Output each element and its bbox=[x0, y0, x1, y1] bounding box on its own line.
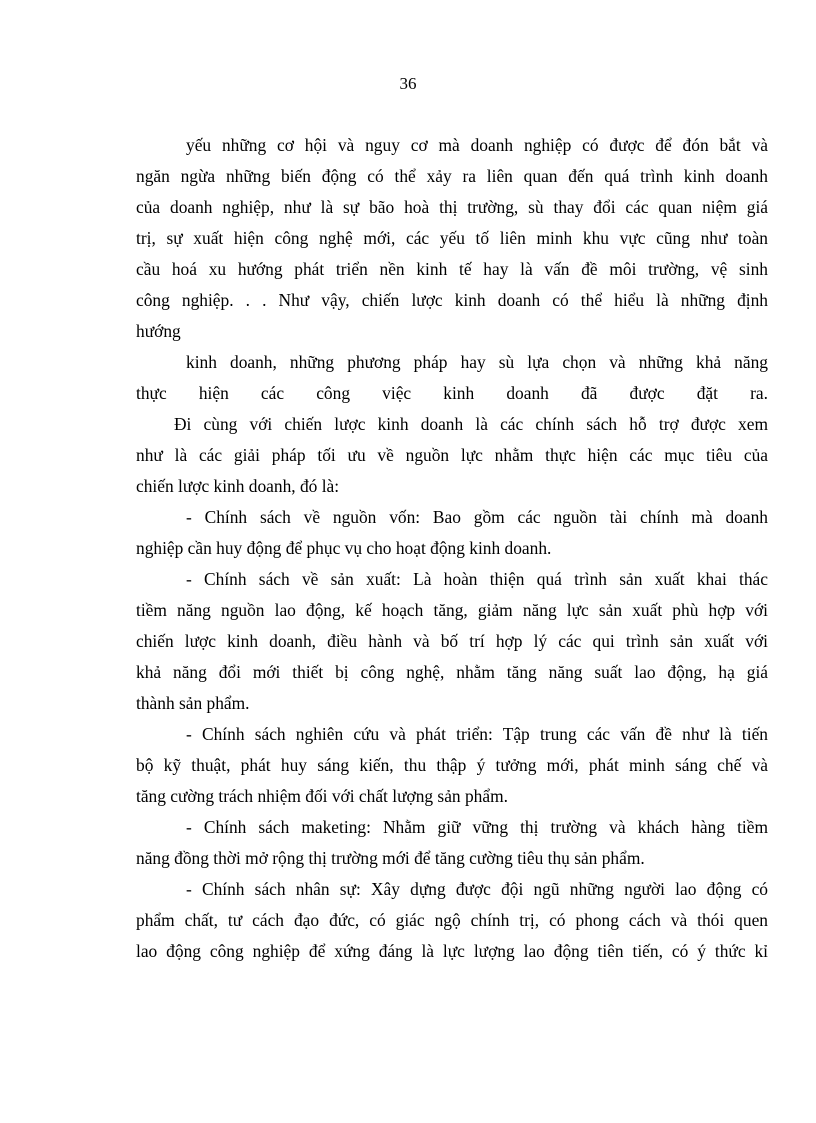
text-line: yếu những cơ hội và nguy cơ mà doanh nghiệp có được để đón bắt và bbox=[186, 135, 768, 155]
text-line: như là các giải pháp tối ưu về nguồn lực nhằm thực hiện các mục tiêu của bbox=[136, 445, 768, 465]
text-line: - Chính sách maketing: Nhằm giữ vững thị trường và khách hàng tiềm bbox=[186, 817, 768, 837]
text-line: nghiệp cần huy động để phục vụ cho hoạt động kinh doanh. bbox=[136, 538, 552, 558]
text-line: tăng cường trách nhiệm đối với chất lượng sản phẩm. bbox=[136, 786, 508, 806]
text-line: khả năng đổi mới thiết bị công nghệ, nhằm tăng năng suất lao động, hạ giá bbox=[136, 662, 768, 682]
text-line: Đi cùng với chiến lược kinh doanh là các chính sách hỗ trợ được xem bbox=[174, 414, 768, 434]
text-line: tiềm năng nguồn lao động, kế hoạch tăng, giảm năng lực sản xuất phù hợp với bbox=[136, 600, 768, 620]
body-text bbox=[136, 130, 768, 967]
text-line: công nghiệp. . . Như vậy, chiến lược kinh doanh có thể hiểu là những định bbox=[136, 290, 768, 310]
text-line: - Chính sách nghiên cứu và phát triển: Tập trung các vấn đề như là tiến bbox=[186, 724, 768, 744]
text-line: thực hiện các công việc kinh doanh đã được đặt ra. bbox=[136, 383, 768, 403]
text-line: chiến lược kinh doanh, điều hành và bố trí hợp lý các qui trình sản xuất với bbox=[136, 631, 768, 651]
text-line: lao động công nghiệp để xứng đáng là lực lượng lao động tiên tiến, có ý thức kỉ bbox=[136, 941, 768, 961]
text-line: phẩm chất, tư cách đạo đức, có giác ngộ chính trị, có phong cách và thói quen bbox=[136, 910, 768, 930]
text-line: bộ kỹ thuật, phát huy sáng kiến, thu thập ý tưởng mới, phát minh sáng chế và bbox=[136, 755, 768, 775]
text-line: - Chính sách về sản xuất: Là hoàn thiện quá trình sản xuất khai thác bbox=[186, 569, 768, 589]
page-number: 36 bbox=[399, 74, 417, 93]
text-line: - Chính sách nhân sự: Xây dựng được đội ngũ những người lao động có bbox=[186, 879, 768, 899]
text-line: kinh doanh, những phương pháp hay sù lựa chọn và những khả năng bbox=[186, 352, 768, 372]
text-line: của doanh nghiệp, như là sự bão hoà thị trường, sù thay đổi các quan niệm giá bbox=[136, 197, 768, 217]
text-line: thành sản phẩm. bbox=[136, 693, 250, 713]
text-line: trị, sự xuất hiện công nghệ mới, các yếu tố liên minh khu vực cũng như toàn bbox=[136, 228, 768, 248]
text-line: chiến lược kinh doanh, đó là: bbox=[136, 476, 340, 496]
text-line: ngăn ngừa những biến động có thể xảy ra liên quan đến quá trình kinh doanh bbox=[136, 166, 768, 186]
text-line: cầu hoá xu hướng phát triển nền kinh tế hay là vấn đề môi trường, vệ sinh bbox=[136, 259, 768, 279]
text-line: - Chính sách về nguồn vốn: Bao gồm các nguồn tài chính mà doanh bbox=[186, 507, 768, 527]
text-line: hướng bbox=[136, 321, 181, 341]
text-line: năng đồng thời mở rộng thị trường mới để tăng cường tiêu thụ sản phẩm. bbox=[136, 848, 645, 868]
